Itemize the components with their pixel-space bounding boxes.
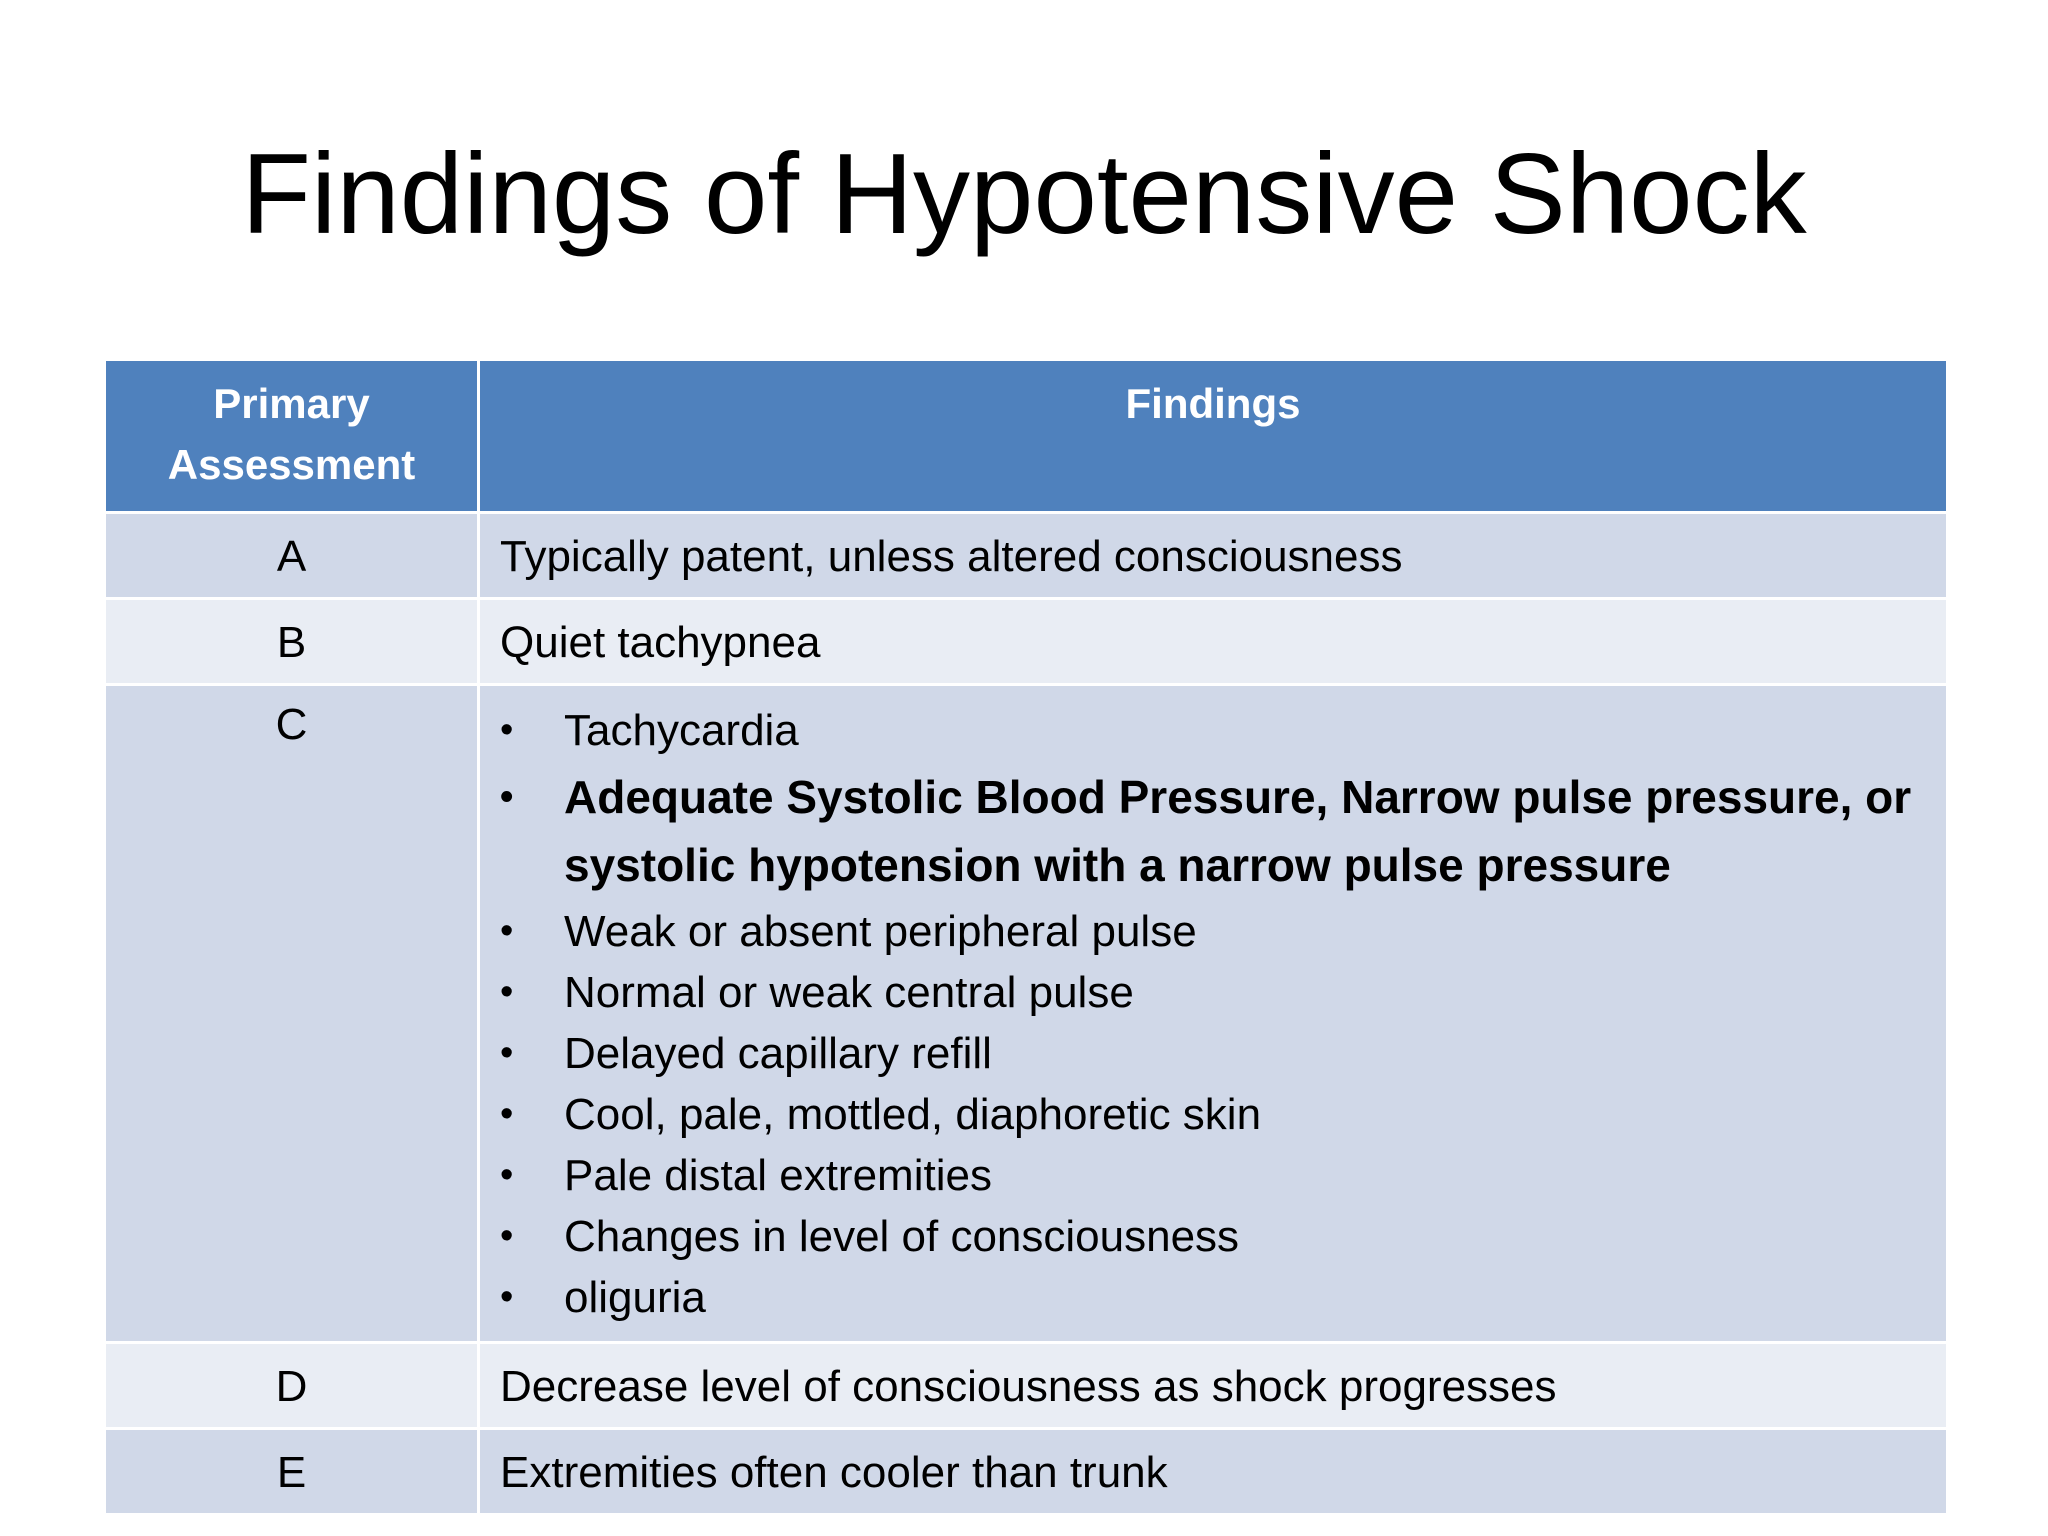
row-value: Decrease level of consciousness as shock progresses [479, 1343, 1948, 1429]
bullet-item-emphasis [500, 763, 1934, 899]
header-primary-assessment: Primary Assessment [105, 360, 479, 513]
bullet-icon: • [500, 971, 514, 1013]
bullet-item [500, 1206, 1934, 1267]
bullet-icon: • [500, 910, 514, 952]
table-row-d [105, 1343, 1948, 1429]
row-value: Extremities often cooler than trunk [479, 1429, 1948, 1515]
header-findings: Findings [479, 360, 1948, 513]
bullet-icon: • [500, 1032, 514, 1074]
bullet-icon: • [500, 709, 514, 751]
row-key: B [105, 599, 479, 685]
bullet-icon: • [500, 1276, 514, 1318]
table-row-e [105, 1429, 1948, 1515]
bullet-text: Weak or absent peripheral pulse [564, 907, 1197, 956]
bullet-text: oliguria [564, 1273, 706, 1322]
bullet-item [500, 1084, 1934, 1145]
row-bullets [479, 685, 1948, 1343]
bullet-item [500, 1145, 1934, 1206]
row-value: Quiet tachypnea [479, 599, 1948, 685]
bullet-text: Delayed capillary refill [564, 1029, 992, 1078]
table-row-b [105, 599, 1948, 685]
bullet-item [500, 962, 1934, 1023]
bullet-list [500, 700, 1934, 1328]
bullet-item [500, 700, 1934, 761]
findings-table [103, 358, 1949, 1516]
slide-title: Findings of Hypotensive Shock [241, 131, 1807, 258]
row-key: E [105, 1429, 479, 1515]
row-key: A [105, 513, 479, 599]
table-row-a [105, 513, 1948, 599]
bullet-icon: • [500, 1154, 514, 1196]
bullet-text: Adequate Systolic Blood Pressure, Narrow pulse pressure, or systolic hypotension with a narrow pulse pressure [564, 771, 1912, 891]
bullet-item [500, 1023, 1934, 1084]
bullet-text: Tachycardia [564, 706, 799, 755]
row-key: D [105, 1343, 479, 1429]
bullet-text: Cool, pale, mottled, diaphoretic skin [564, 1090, 1262, 1139]
row-key: C [105, 685, 479, 1343]
table-header-row [105, 360, 1948, 513]
bullet-icon: • [500, 1215, 514, 1257]
bullet-text: Changes in level of consciousness [564, 1212, 1240, 1261]
row-value: Typically patent, unless altered consciousness [479, 513, 1948, 599]
bullet-item [500, 901, 1934, 962]
bullet-text: Pale distal extremities [564, 1151, 992, 1200]
bullet-text: Normal or weak central pulse [564, 968, 1134, 1017]
table-row-c [105, 685, 1948, 1343]
bullet-icon: • [500, 1093, 514, 1135]
bullet-item [500, 1267, 1934, 1328]
bullet-icon: • [500, 776, 514, 818]
